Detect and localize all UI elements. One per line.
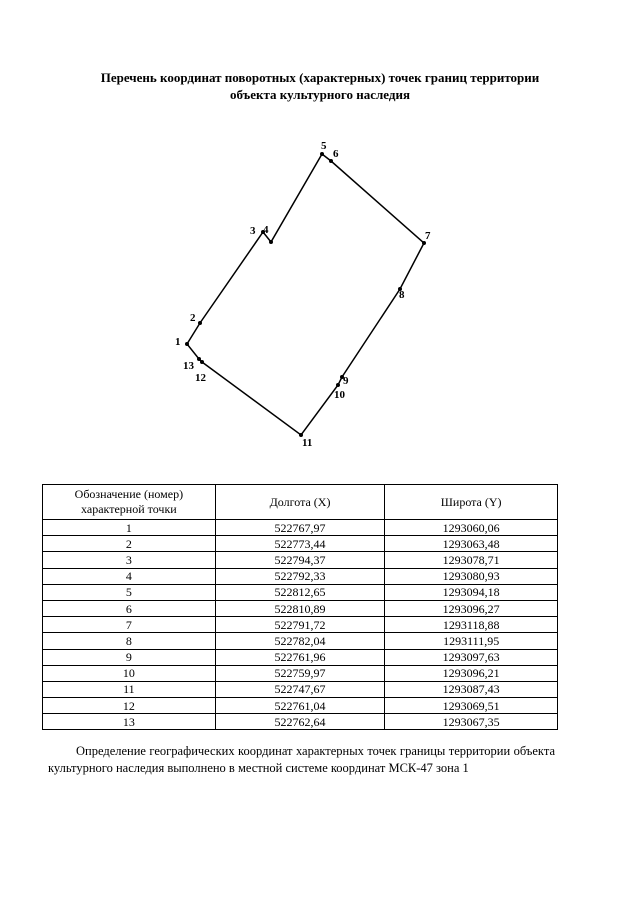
cell-y: 1293069,51: [385, 698, 558, 714]
cell-y: 1293094,18: [385, 584, 558, 600]
cell-x: 522761,96: [215, 649, 385, 665]
vertex-13: [197, 357, 201, 361]
cell-x: 522792,33: [215, 568, 385, 584]
table-row: [43, 649, 558, 665]
header-latitude: Широта (Y): [385, 485, 558, 520]
table-row: [43, 600, 558, 616]
table-row: [43, 633, 558, 649]
table-row: [43, 617, 558, 633]
vertex-2: [198, 321, 202, 325]
header-point-number: Обозначение (номер) характерной точки: [43, 485, 216, 520]
point-label-12: 12: [195, 372, 206, 384]
cell-x: 522794,37: [215, 552, 385, 568]
cell-point: 13: [43, 714, 216, 730]
cell-y: 1293096,27: [385, 600, 558, 616]
cell-point: 3: [43, 552, 216, 568]
coordinate-system-note: Определение географических координат характерных точек границы территории объекта культурного наследия выполнено в местной системе координат МСК-47 зона 1: [48, 744, 555, 775]
point-label-6: 6: [333, 148, 339, 160]
cell-x: 522747,67: [215, 681, 385, 697]
point-label-4: 4: [263, 224, 269, 236]
cell-point: 10: [43, 665, 216, 681]
vertex-4: [269, 240, 273, 244]
header-longitude: Долгота (X): [215, 485, 385, 520]
cell-y: 1293118,88: [385, 617, 558, 633]
point-label-9: 9: [343, 375, 349, 387]
point-label-10: 10: [334, 389, 345, 401]
cell-y: 1293087,43: [385, 681, 558, 697]
point-label-13: 13: [183, 360, 194, 372]
cell-y: 1293096,21: [385, 665, 558, 681]
cell-point: 1: [43, 520, 216, 536]
title-line-1: Перечень координат поворотных (характерных) точек границ территории: [100, 70, 540, 85]
table-row: [43, 568, 558, 584]
table-row: [43, 536, 558, 552]
cell-point: 9: [43, 649, 216, 665]
boundary-vertices: [185, 152, 426, 437]
cell-x: 522761,04: [215, 698, 385, 714]
cell-point: 12: [43, 698, 216, 714]
boundary-outline: [187, 154, 424, 435]
cell-y: 1293067,35: [385, 714, 558, 730]
cell-y: 1293060,06: [385, 520, 558, 536]
point-label-3: 3: [250, 225, 256, 237]
table-row: [43, 714, 558, 730]
table-row: [43, 681, 558, 697]
cell-x: 522759,97: [215, 665, 385, 681]
cell-x: 522791,72: [215, 617, 385, 633]
cell-point: 11: [43, 681, 216, 697]
cell-x: 522810,89: [215, 600, 385, 616]
point-label-5: 5: [321, 140, 327, 152]
point-label-2: 2: [190, 312, 196, 324]
table-row: [43, 552, 558, 568]
point-label-7: 7: [425, 230, 431, 242]
table-row: [43, 698, 558, 714]
coordinates-table: [42, 484, 558, 730]
title-line-2: объекта культурного наследия: [230, 87, 410, 102]
cell-x: 522812,65: [215, 584, 385, 600]
cell-point: 8: [43, 633, 216, 649]
cell-point: 5: [43, 584, 216, 600]
cell-x: 522762,64: [215, 714, 385, 730]
point-label-11: 11: [302, 437, 313, 449]
table-row: [43, 665, 558, 681]
vertex-5: [320, 152, 324, 156]
cell-y: 1293097,63: [385, 649, 558, 665]
table-row: [43, 520, 558, 536]
cell-point: 7: [43, 617, 216, 633]
point-label-8: 8: [399, 289, 405, 301]
cell-y: 1293111,95: [385, 633, 558, 649]
table-row: [43, 584, 558, 600]
cell-x: 522782,04: [215, 633, 385, 649]
cell-y: 1293080,93: [385, 568, 558, 584]
vertex-12: [200, 360, 204, 364]
cell-y: 1293063,48: [385, 536, 558, 552]
cell-x: 522773,44: [215, 536, 385, 552]
point-label-1: 1: [175, 336, 181, 348]
cell-x: 522767,97: [215, 520, 385, 536]
cell-point: 2: [43, 536, 216, 552]
cell-y: 1293078,71: [385, 552, 558, 568]
vertex-10: [336, 383, 340, 387]
cell-point: 6: [43, 600, 216, 616]
vertex-1: [185, 342, 189, 346]
table-header-row: [43, 485, 558, 520]
cell-point: 4: [43, 568, 216, 584]
